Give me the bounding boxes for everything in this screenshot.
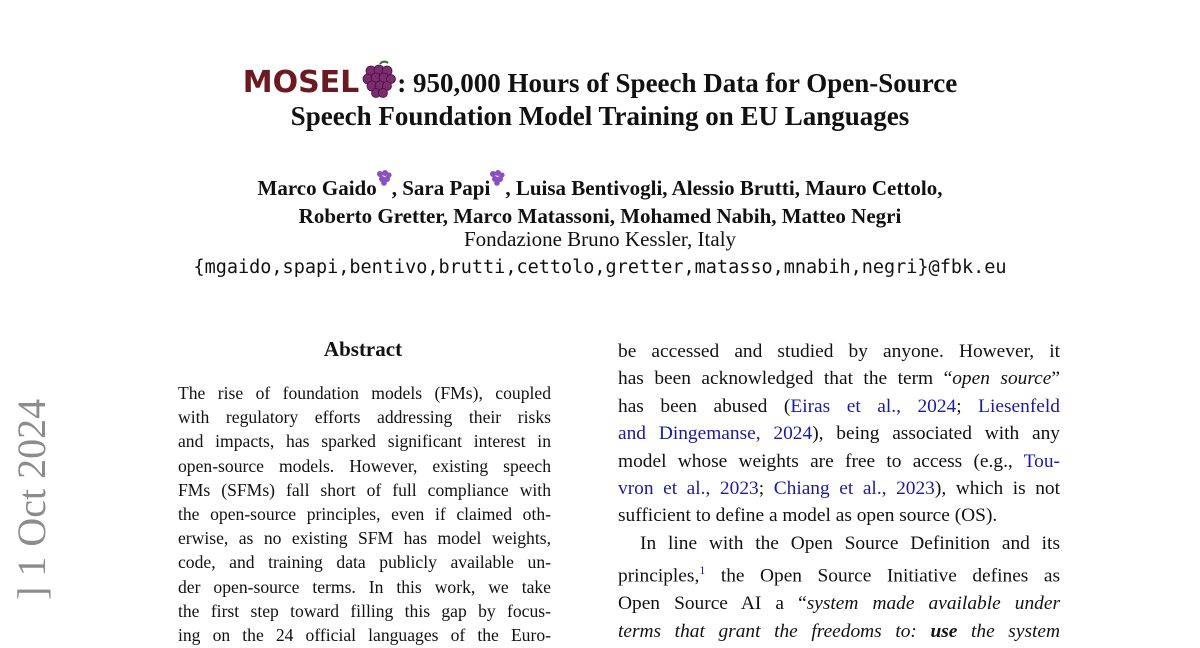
body-line: model whose weights are free to access (e.g., Tou- [618, 450, 1060, 472]
mosel-logo-text: MOSEL [242, 65, 360, 100]
abstract-line: The rise of foundation models (FMs), coupled [178, 383, 551, 403]
citation-link[interactable]: Liesenfeld [978, 395, 1060, 417]
body-line: vron et al., 2023; Chiang et al., 2023), which is not [618, 478, 1060, 500]
body-line: In line with the Open Source Definition and its [640, 532, 1060, 554]
authors-rest: , Luisa Bentivogli, Alessio Brutti, Mauro Cettolo, [505, 176, 943, 200]
citation-link[interactable]: and Dingemanse, 2024 [618, 423, 813, 445]
abstract-heading: Abstract [323, 337, 403, 361]
citation-link[interactable]: Tou- [1023, 450, 1060, 472]
title-line1: : 950,000 Hours of Speech Data for Open-Source [397, 68, 958, 98]
abstract-body [178, 381, 551, 647]
citation-link[interactable]: Eiras et al., 2024 [790, 395, 957, 417]
title-line2: Speech Foundation Model Training on EU Languages [290, 101, 910, 131]
citation-link[interactable]: Chiang et al., 2023 [773, 478, 935, 500]
author-list [0, 169, 1200, 230]
intro-column [618, 338, 1060, 645]
body-line: Open Source AI a “system made available under [618, 593, 1061, 615]
abstract-line: open-source models. However, existing speech [178, 455, 551, 476]
body-line: principles,$^1$ the Open Source Initiative defines as [618, 563, 1060, 587]
affiliation: Fondazione Bruno Kessler, Italy [463, 227, 737, 251]
body-line: sufficient to define a model as open source (OS). [618, 505, 998, 527]
small-grape-icon [489, 169, 505, 187]
small-grape-icon [376, 169, 392, 187]
abstract-line: code, and training data publicly available un- [178, 552, 551, 573]
author-2: , Sara Papi [391, 176, 491, 200]
body-line: be accessed and studied by anyone. However, it [618, 341, 1060, 362]
authors-line2: Roberto Gretter, Marco Matassoni, Mohamed Nabih, Matteo Negri [298, 204, 902, 228]
arxiv-stamp: ] 1 Oct 2024 [9, 398, 54, 600]
footnote-marker[interactable]: 1 [699, 563, 706, 578]
abstract-line: der open-source terms. In this work, we take [178, 576, 551, 597]
author-1: Marco Gaido [257, 176, 377, 200]
author-emails: {mgaido,spapi,bentivo,brutti,cettolo,gretter,matasso,mnabih,negri}@fbk.eu [193, 257, 1007, 278]
abstract-line: ing on the 24 official languages of the Euro- [178, 625, 551, 646]
abstract-line: FMs (SFMs) fall short of full compliance with [178, 479, 551, 500]
citation-link[interactable]: vron et al., 2023 [618, 478, 759, 500]
body-line: terms that grant the freedoms to: use the system [618, 620, 1060, 642]
abstract-line: the first step toward filling this gap by focus- [178, 600, 551, 621]
body-line: has been abused (Eiras et al., 2024; Liesenfeld [618, 395, 1060, 417]
body-line: has been acknowledged that the term “open source” [618, 368, 1060, 390]
grape-icon [362, 60, 396, 100]
abstract-line: the open-source principles, even if claimed oth- [178, 504, 551, 525]
body-line: and Dingemanse, 2024), being associated with any [618, 423, 1060, 445]
abstract-line: and impacts, has sparked significant interest in [178, 431, 551, 452]
paper-title [0, 60, 1200, 133]
abstract-line: erwise, as no existing SFM has model weights, [178, 528, 551, 549]
abstract-line: with regulatory efforts addressing their risks [178, 407, 551, 428]
